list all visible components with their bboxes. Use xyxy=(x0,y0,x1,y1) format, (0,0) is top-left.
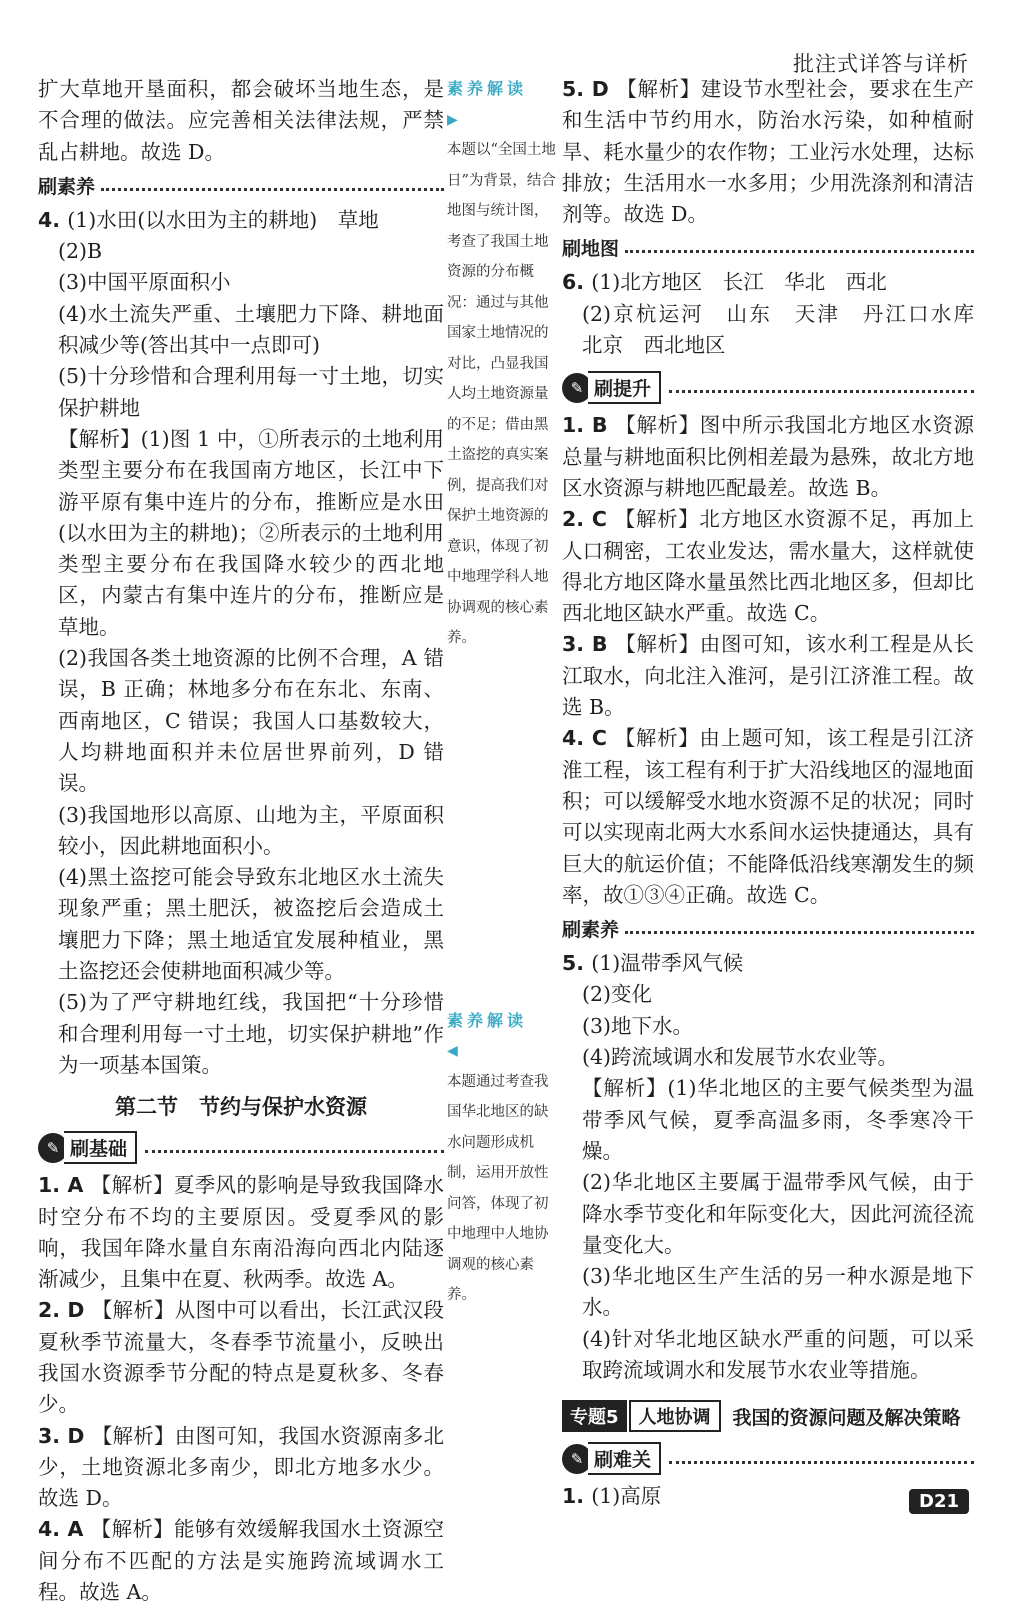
answer-paragraph xyxy=(562,979,974,1010)
answer-paragraph xyxy=(38,643,444,799)
annotation-column xyxy=(447,74,557,1311)
answer-text: 扩大草地开垦面积，都会破坏当地生态，是不合理的做法。应完善相关法律法规，严禁乱占耕地。故选 D。 xyxy=(38,77,444,164)
answer-text: (2)我国各类土地资源的比例不合理，A 错误，B 正确；林地多分布在东北、东南、西南地区，C 错误；我国人口基数较大，人均耕地面积并未位居世界前列，D 错误。 xyxy=(58,646,444,796)
answer-text: (4)针对华北地区缺水严重的问题，可以采取跨流域调水和发展节水农业等措施。 xyxy=(582,1326,974,1382)
answer-text: (3)华北地区生产生活的另一种水源是地下水。 xyxy=(582,1264,974,1320)
answer-paragraph xyxy=(562,629,974,723)
answer-text: 【解析】由上题可知，该工程是引江济淮工程，该工程有利于扩大沿线地区的湿地面积；可以缓解受水地水资源不足的状况；同时可以实现南北两大水系间水运快捷通达，具有巨大的航运价值；不能降低沿线寒潮发生的频率，故①③④正确。故选 C。 xyxy=(562,726,974,907)
question-number: 1. A xyxy=(38,1173,91,1198)
question-number: 6. xyxy=(562,270,592,295)
answer-paragraph xyxy=(562,1167,974,1261)
question-number: 5. xyxy=(562,951,592,976)
answer-text: 【解析】(1)华北地区的主要气候类型为温带季风气候，夏季高温多雨，冬季寒冷干燥。 xyxy=(582,1076,974,1163)
dotted-rule xyxy=(625,923,974,934)
dotted-rule xyxy=(101,180,444,191)
answer-paragraph xyxy=(562,1073,974,1167)
section-badge xyxy=(38,1131,444,1164)
answer-text: (2)变化 xyxy=(582,982,653,1007)
answer-paragraph xyxy=(38,267,444,298)
pencil-icon: ✎ xyxy=(38,1133,68,1163)
question-number: 4. xyxy=(38,207,68,232)
answer-text: 【解析】(1)图 1 中，①所表示的土地利用类型主要分布在我国南方地区，长江中下游平原有集中连片的分布，推断应是水田(以水田为主的耕地)；②所表示的土地利用类型主要分布在我国降水较少的西北地区，内蒙古有集中连片的分布，推断应是草地。 xyxy=(58,426,444,639)
right-column xyxy=(562,74,995,1513)
question-number: 2. C xyxy=(562,507,615,532)
answer-paragraph xyxy=(38,1514,444,1608)
answer-paragraph xyxy=(562,410,974,504)
answer-paragraph xyxy=(38,862,444,987)
answer-text: 【解析】由图可知，该水利工程是从长江取水，向北注入淮河，是引江济淮工程。故选 B。 xyxy=(562,632,974,720)
answer-paragraph xyxy=(562,267,974,298)
answer-text: (3)地下水。 xyxy=(582,1013,694,1038)
answer-paragraph xyxy=(38,361,444,424)
answer-text: (4)水土流失严重、土壤肥力下降、耕地面积减少等(答出其中一点即可) xyxy=(58,301,444,358)
answer-text: 【解析】建设节水型社会，要求在生产和生活中节约用水，防治水污染，如种植耐旱、耗水量少的农作物；工业污水处理，达标排放；生活用水一水多用；少用洗涤剂和清洁剂等。故选 D。 xyxy=(562,77,975,227)
section-badge-label: 刷基础 xyxy=(64,1131,137,1164)
answer-paragraph xyxy=(38,205,444,236)
section-label xyxy=(562,234,974,261)
section-title: 第二节 节约与保护水资源 xyxy=(115,1095,367,1120)
section-label-text: 刷素养 xyxy=(38,175,96,198)
answer-text: (1)温带季风气候 xyxy=(591,951,744,976)
answer-paragraph xyxy=(562,504,974,629)
topic-t3: 我国的资源问题及解决策略 xyxy=(732,1406,961,1429)
dotted-rule xyxy=(625,242,974,253)
answer-paragraph xyxy=(562,74,974,230)
question-number: 4. A xyxy=(38,1517,91,1542)
left-column xyxy=(38,74,444,1608)
answer-paragraph xyxy=(38,1295,444,1420)
question-number: 2. D xyxy=(38,1298,92,1323)
answer-text: (4)黑土盗挖可能会导致东北地区水土流失现象严重；黑土肥沃，被盗挖后会造成土壤肥力下降；黑土地适宜发展种植业，黑土盗挖还会使耕地面积减少等。 xyxy=(58,865,444,984)
section-label-text: 刷素养 xyxy=(562,919,620,942)
answer-text: 【解析】夏季风的影响是导致我国降水时空分布不均的主要原因。受夏季风的影响，我国年降水量自东南沿海向西北内陆逐渐减少，且集中在夏、秋两季。故选 A。 xyxy=(38,1173,444,1292)
answer-text: (3)我国地形以高原、山地为主，平原面积较小，因此耕地面积小。 xyxy=(58,802,444,858)
answer-paragraph xyxy=(562,723,974,911)
section-badge-label: 刷难关 xyxy=(588,1442,661,1475)
answer-paragraph xyxy=(562,299,995,362)
annotation-heading: 素养解读 xyxy=(447,79,528,98)
section-label xyxy=(38,172,444,199)
dotted-rule xyxy=(669,1453,974,1464)
dotted-rule xyxy=(669,382,974,393)
answer-text: (2)京杭运河 山东 天津 丹江口水库 北京 西北地区 xyxy=(582,301,995,358)
answer-paragraph xyxy=(562,948,974,979)
topic-t2: 人地协调 xyxy=(629,1400,721,1432)
answer-text: (3)中国平原面积小 xyxy=(58,270,231,295)
question-number: 5. D xyxy=(562,77,617,101)
annotation-text: 本题以“全国土地日”为背景，结合地图与统计图，考查了我国土地资源的分布概况：通过与其他国家土地情况的对比，凸显我国人均土地资源量的不足；借由黑土盗挖的真实案例，提高我们对保护土地资源的意识，体现了初中地理学科人地协调观的核心素养。 xyxy=(447,142,556,646)
section-label xyxy=(562,915,974,942)
pencil-icon: ✎ xyxy=(562,1444,592,1474)
answer-paragraph xyxy=(38,1170,444,1295)
annotation-box xyxy=(447,1006,557,1311)
answer-text: (1)高原 xyxy=(591,1484,662,1509)
answer-text: 【解析】由图可知，我国水资源南多北少，土地资源北多南少，即北方地多水少。故选 D。 xyxy=(38,1423,445,1511)
page-number: D21 xyxy=(909,1489,969,1514)
page-header: 批注式详答与详析 xyxy=(793,52,969,76)
answer-text: 【解析】图中所示我国北方地区水资源总量与耕地面积比例相差最为悬殊，故北方地区水资源与耕地匹配最差。故选 B。 xyxy=(562,413,974,500)
answer-paragraph xyxy=(38,1421,444,1515)
answer-paragraph xyxy=(562,1042,974,1073)
arrow-icon: ◀ xyxy=(447,1043,458,1059)
answer-paragraph xyxy=(38,424,444,643)
answer-paragraph xyxy=(38,800,444,863)
answer-text: 【解析】从图中可以看出，长江武汉段夏秋季节流量大，冬春季节流量小，反映出我国水资源季节分配的特点是夏秋多、冬春少。 xyxy=(38,1298,445,1417)
answer-text: 【解析】能够有效缓解我国水土资源空间分布不匹配的方法是实施跨流域调水工程。故选 A。 xyxy=(38,1517,444,1605)
answer-text: (2)华北地区主要属于温带季风气候，由于降水季节变化和年际变化大，因此河流径流量变化大。 xyxy=(582,1170,974,1257)
answer-paragraph xyxy=(38,987,444,1081)
arrow-icon: ▶ xyxy=(447,111,458,128)
annotation-text: 本题通过考查我国华北地区的缺水问题形成机制，运用开放性问答，体现了初中地理中人地协调观的核心素养。 xyxy=(447,1073,549,1303)
question-number: 3. B xyxy=(562,632,616,657)
annotation-box xyxy=(447,74,557,654)
question-number: 3. D xyxy=(38,1423,92,1448)
answer-text: (5)为了严守耕地红线，我国把“十分珍惜和合理利用每一寸土地，切实保护耕地”作为一项基本国策。 xyxy=(58,990,444,1077)
answer-text: (1)水田(以水田为主的耕地) 草地 xyxy=(67,207,379,232)
answer-text: (1)北方地区 长江 华北 西北 xyxy=(591,270,887,295)
answer-text: (4)跨流域调水和发展节水农业等。 xyxy=(582,1045,899,1070)
question-number: 1. B xyxy=(562,413,616,438)
dotted-rule xyxy=(145,1142,444,1153)
answer-text: (5)十分珍惜和合理利用每一寸土地，切实保护耕地 xyxy=(58,364,444,420)
answer-paragraph xyxy=(38,236,444,267)
section-label-text: 刷地图 xyxy=(562,238,620,261)
question-number: 1. xyxy=(562,1484,592,1509)
answer-text: (2)B xyxy=(58,239,103,264)
answer-paragraph xyxy=(38,74,444,168)
pencil-icon: ✎ xyxy=(562,373,592,403)
answer-paragraph xyxy=(38,299,444,362)
answer-text: 【解析】北方地区水资源不足，再加上人口稠密，工农业发达，需水量大，这样就使得北方地区降水量虽然比西北地区多，但却比西北地区缺水严重。故选 C。 xyxy=(562,507,974,626)
answer-paragraph xyxy=(562,1011,974,1042)
topic-t1: 专题5 xyxy=(562,1400,627,1432)
answer-paragraph xyxy=(562,1261,974,1324)
answer-paragraph xyxy=(562,1324,974,1387)
topic-banner xyxy=(562,1400,974,1432)
annotation-heading: 素养解读 xyxy=(447,1010,528,1030)
question-number: 4. C xyxy=(562,726,615,751)
section-badge-label: 刷提升 xyxy=(588,371,661,404)
section-badge xyxy=(562,371,974,404)
section-badge xyxy=(562,1442,974,1475)
